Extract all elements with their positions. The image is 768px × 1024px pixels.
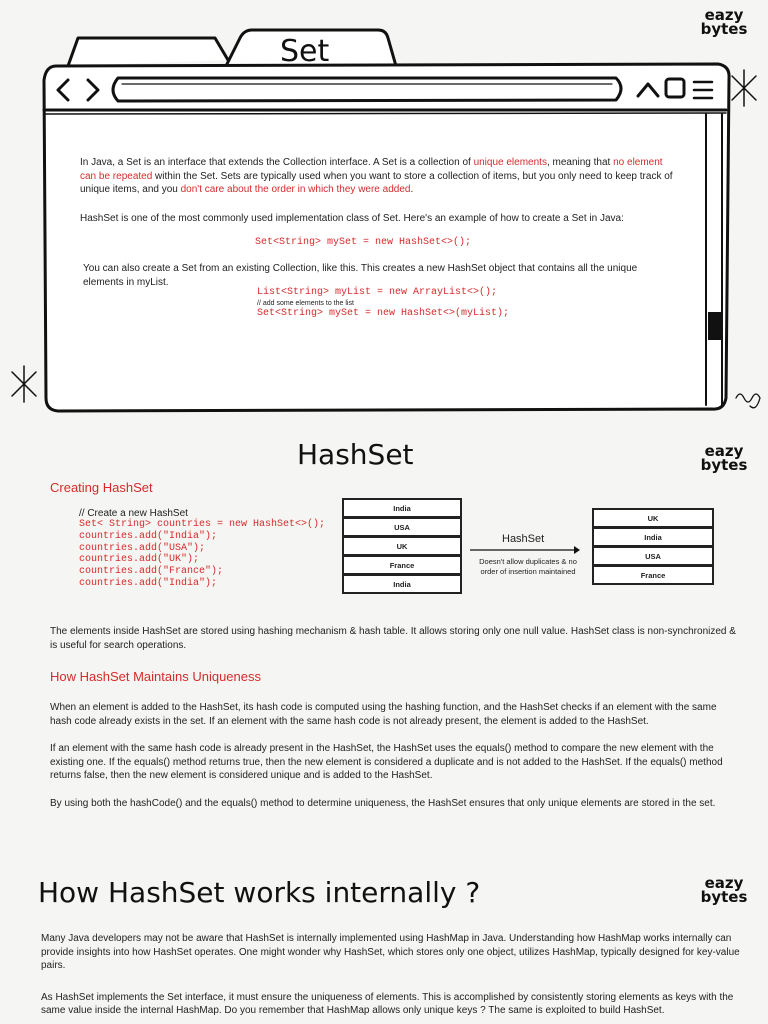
hashset-code-block xyxy=(79,508,325,590)
code-comment: // add some elements to the list xyxy=(257,300,354,307)
output-item: India xyxy=(592,527,714,547)
input-item: France xyxy=(342,555,462,575)
uniqueness-paragraph-3: By using both the hashCode() and the equals() method to determine uniqueness, the HashSet ensures that only unique elements are stored in the set. xyxy=(50,797,716,809)
input-item: UK xyxy=(342,536,462,556)
code-line: Set< String> countries = new HashSet<>(); xyxy=(79,519,326,530)
logo-line2: bytes xyxy=(700,20,748,38)
internal-body xyxy=(41,932,741,1018)
uniqueness-heading: How HashSet Maintains Uniqueness xyxy=(50,669,261,684)
code-create-list: List<String> myList = new ArrayList<>(); xyxy=(257,287,498,298)
code-create-set-from-list: Set<String> mySet = new HashSet<>(myList); xyxy=(257,308,510,319)
set-intro-paragraph: In Java, a Set is an interface that extends the Collection interface. A Set is a collection of unique elements, meaning that no element can be repeated within the Set. Sets are typically used when you want to store a collection of items, but you only need to keep track of unique items, and you don't care about the order in which they were added. xyxy=(80,157,673,195)
output-item: UK xyxy=(592,508,714,528)
code-line: countries.add("India"); xyxy=(79,577,218,589)
internal-paragraph-1: Many Java developers may not be aware that HashSet is internally implemented using HashMap in Java. Understanding how HashMap works internally can provide insights into how HashSet operates. One might wonder why HashSet, which stores only one object, utilizes HashMap, typically designed for key-value pairs. xyxy=(41,933,740,971)
input-item: India xyxy=(342,574,462,594)
code-line: countries.add("USA"); xyxy=(79,542,206,554)
code-create-set: Set<String> mySet = new HashSet<>(); xyxy=(255,237,472,248)
internal-title: How HashSet works internally ? xyxy=(38,876,481,909)
uniqueness-paragraph-1: When an element is added to the HashSet, its hash code is computed using the hashing function, and the HashSet checks if an element with the same hash code already exists in the set. If an element with the same hash code is not already present, the element is added to the HashSet. xyxy=(50,702,717,727)
eazybytes-logo-2: eazy bytes xyxy=(700,442,748,474)
set-content xyxy=(80,156,680,319)
code-line: countries.add("India"); xyxy=(79,530,218,542)
output-item: France xyxy=(592,565,714,585)
collection-paragraph: You can also create a Set from an existing Collection, like this. This creates a new HashSet object that contains all the unique elements in myList. xyxy=(83,263,638,288)
creating-hashset-heading: Creating HashSet xyxy=(50,480,153,495)
output-item: USA xyxy=(592,546,714,566)
code-line: countries.add("France"); xyxy=(79,566,224,578)
input-item: India xyxy=(342,498,462,518)
scrollbar-thumb[interactable] xyxy=(708,312,721,340)
code-comment: // Create a new HashSet xyxy=(79,508,188,519)
tab-title: Set xyxy=(280,34,330,69)
logo-line1: eazy xyxy=(704,6,744,24)
uniqueness-paragraph-2: If an element with the same hash code is already present in the HashSet, the HashSet uses the equals() method to compare the new element with the existing one. If the equals() method returns true, then the new element is considered a duplicate and is not added to the HashSet. If the equals() method returns false, then the new element is considered unique and is added to the HashSet. xyxy=(50,743,723,781)
arrow-label: HashSet xyxy=(502,533,545,545)
internal-paragraph-2: As HashSet implements the Set interface, it must ensure the uniqueness of elements. This is accomplished by consistently storing elements as keys with the same value inside the internal HashMap. Do you remember that HashMap allows only unique keys ? The same is exploited to build HashSet. xyxy=(41,991,734,1016)
eazybytes-logo-3: eazy bytes xyxy=(700,874,748,906)
input-item: USA xyxy=(342,517,462,537)
arrow-right-icon xyxy=(470,544,582,556)
hashset-title: HashSet xyxy=(297,438,414,471)
hashset-description: The elements inside HashSet are stored using hashing mechanism & hash table. It allows storing only one null value. HashSet class is non-synchronized & is useful for search operations. xyxy=(50,626,736,651)
code-line: countries.add("UK"); xyxy=(79,554,200,566)
hashset-intro-paragraph: HashSet is one of the most commonly used implementation class of Set. Here's an example of how to create a Set in Java: xyxy=(80,212,624,224)
hashset-body xyxy=(50,625,740,810)
arrow-caption: Doesn't allow duplicates & no order of insertion maintained xyxy=(479,557,577,576)
